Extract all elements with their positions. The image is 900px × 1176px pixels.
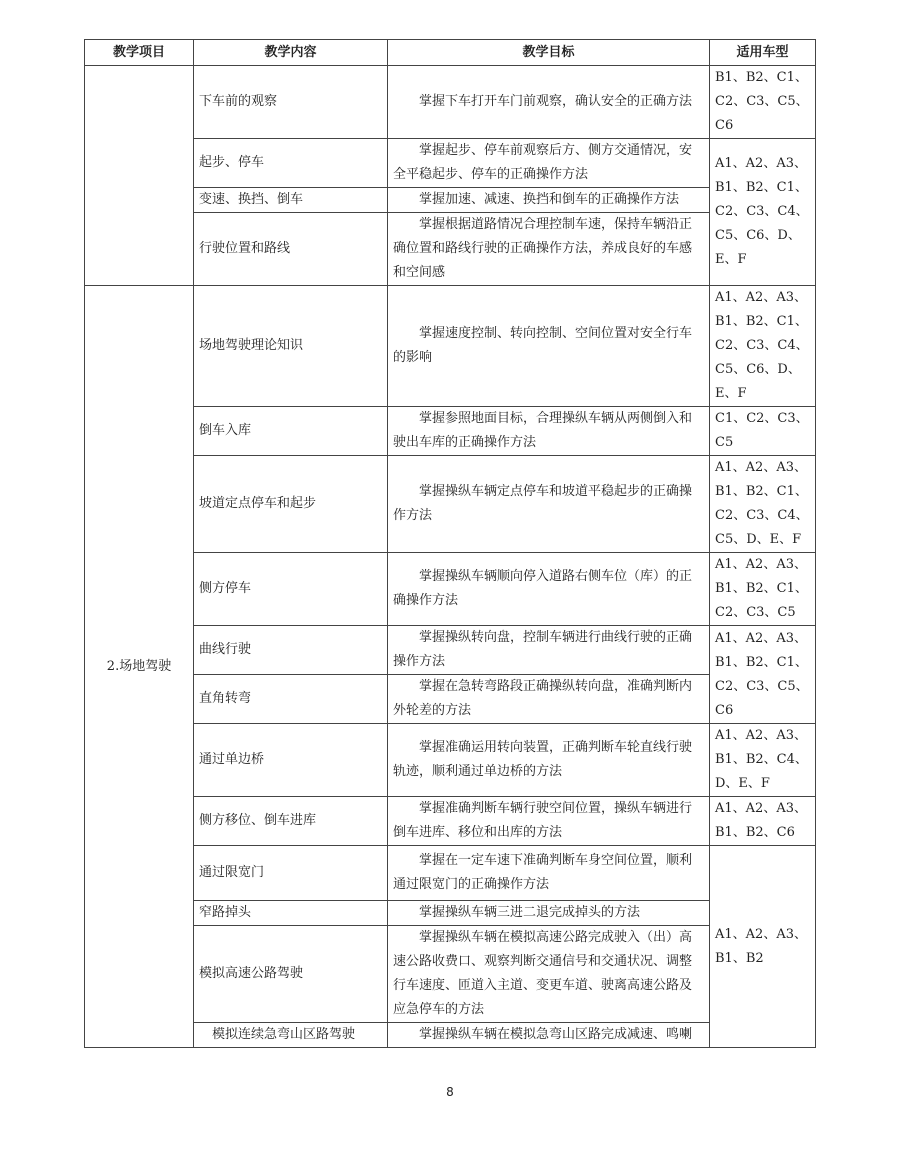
header-content: 教学内容: [194, 40, 388, 66]
goal-cell: [388, 456, 710, 553]
vehicles-cell: A1、A2、A3、B1、B2、C1、C2、C3、C4、C5、D、E、F: [710, 456, 816, 553]
vehicles-cell: A1、A2、A3、B1、B2、C1、C2、C3、C5: [710, 553, 816, 626]
vehicles-cell: A1、A2、A3、B1、B2、C1、C2、C3、C4、C5、C6、D、E、F: [710, 286, 816, 407]
table-row: [85, 213, 816, 286]
table-row: [85, 675, 816, 724]
goal-text: 掌握在急转弯路段正确操纵转向盘，准确判断内外轮差的方法: [393, 679, 693, 718]
table-row: [85, 66, 816, 139]
goal-text: 掌握参照地面目标，合理操纵车辆从两侧倒入和驶出车库的正确操作方法: [393, 411, 693, 450]
content-cell: 曲线行驶: [194, 626, 388, 675]
header-project: 教学项目: [85, 40, 194, 66]
content-cell: 变速、换挡、倒车: [194, 188, 388, 213]
syllabus-table: [84, 39, 816, 1048]
goal-cell: [388, 926, 710, 1023]
goal-text: 掌握准确判断车辆行驶空间位置，操纵车辆进行倒车进库、移位和出库的方法: [393, 801, 693, 840]
goal-cell: [388, 188, 710, 213]
goal-text: 掌握根据道路情况合理控制车速，保持车辆沿正确位置和路线行驶的正确操作方法，养成良好的车感和空间感: [393, 217, 693, 280]
content-cell: 行驶位置和路线: [194, 213, 388, 286]
content-cell: 模拟高速公路驾驶: [194, 926, 388, 1023]
table-row: [85, 797, 816, 846]
table-row: [85, 188, 816, 213]
goal-text: 掌握下车打开车门前观察，确认安全的正确方法: [419, 94, 693, 109]
goal-text: 掌握操纵车辆顺向停入道路右侧车位（库）的正确操作方法: [393, 569, 693, 608]
table-row: [85, 926, 816, 1023]
content-cell: 坡道定点停车和起步: [194, 456, 388, 553]
table-header-row: [85, 40, 816, 66]
content-cell: 侧方移位、倒车进库: [194, 797, 388, 846]
table-row: [85, 139, 816, 188]
goal-cell: [388, 213, 710, 286]
header-vehicles: 适用车型: [710, 40, 816, 66]
content-cell: 窄路掉头: [194, 901, 388, 926]
content-cell: 直角转弯: [194, 675, 388, 724]
vehicles-cell: A1、A2、A3、B1、B2、C4、D、E、F: [710, 724, 816, 797]
table-row: [85, 1023, 816, 1048]
vehicles-cell-shared: A1、A2、A3、B1、B2、C1、C2、C3、C4、C5、C6、D、E、F: [710, 139, 816, 286]
header-goal: 教学目标: [388, 40, 710, 66]
content-cell: 下车前的观察: [194, 66, 388, 139]
goal-cell: [388, 626, 710, 675]
vehicles-cell: B1、B2、C1、C2、C3、C5、C6: [710, 66, 816, 139]
goal-cell: [388, 139, 710, 188]
content-cell: 倒车入库: [194, 407, 388, 456]
goal-cell: [388, 724, 710, 797]
goal-text: 掌握准确运用转向装置，正确判断车轮直线行驶轨迹，顺利通过单边桥的方法: [393, 740, 693, 779]
table-row: [85, 456, 816, 553]
content-cell: 侧方停车: [194, 553, 388, 626]
goal-cell: [388, 675, 710, 724]
table-row: [85, 626, 816, 675]
table-row: [85, 286, 816, 407]
vehicles-cell-shared: A1、A2、A3、B1、B2、C1、C2、C3、C5、C6: [710, 626, 816, 724]
goal-text: 掌握操纵车辆三进二退完成掉头的方法: [419, 905, 641, 920]
content-cell: 模拟连续急弯山区路驾驶: [194, 1023, 388, 1048]
content-cell: 起步、停车: [194, 139, 388, 188]
goal-text: 掌握速度控制、转向控制、空间位置对安全行车的影响: [393, 326, 693, 365]
content-cell: 场地驾驶理论知识: [194, 286, 388, 407]
project-cell-group1: [85, 66, 194, 286]
goal-text: 掌握在一定车速下准确判断车身空间位置，顺利通过限宽门的正确操作方法: [393, 853, 693, 892]
goal-cell: [388, 286, 710, 407]
goal-cell: [388, 407, 710, 456]
page-number: 8: [446, 1085, 454, 1099]
table-row: [85, 724, 816, 797]
table-row: [85, 846, 816, 901]
vehicles-cell: A1、A2、A3、B1、B2、C6: [710, 797, 816, 846]
goal-cell: [388, 901, 710, 926]
project-cell-group2: 2.场地驾驶: [85, 286, 194, 1048]
table-row: [85, 553, 816, 626]
goal-cell: [388, 553, 710, 626]
goal-cell: [388, 797, 710, 846]
vehicles-cell: C1、C2、C3、C5: [710, 407, 816, 456]
goal-cell: [388, 846, 710, 901]
content-cell: 通过单边桥: [194, 724, 388, 797]
table-row: [85, 901, 816, 926]
table-row: [85, 407, 816, 456]
vehicles-cell-shared: A1、A2、A3、B1、B2: [710, 846, 816, 1048]
goal-text: 掌握操纵车辆在模拟高速公路完成驶入（出）高速公路收费口、观察判断交通信号和交通状况、调整行车速度、匝道入主道、变更车道、驶离高速公路及应急停车的方法: [393, 930, 693, 1017]
goal-text: 掌握操纵车辆在模拟急弯山区路完成减速、鸣喇: [419, 1027, 693, 1042]
goal-cell: [388, 1023, 710, 1048]
goal-text: 掌握起步、停车前观察后方、侧方交通情况，安全平稳起步、停车的正确操作方法: [393, 143, 693, 182]
goal-text: 掌握操纵车辆定点停车和坡道平稳起步的正确操作方法: [393, 484, 693, 523]
goal-cell: [388, 66, 710, 139]
goal-text: 掌握加速、减速、换挡和倒车的正确操作方法: [419, 192, 680, 207]
content-cell: 通过限宽门: [194, 846, 388, 901]
goal-text: 掌握操纵转向盘，控制车辆进行曲线行驶的正确操作方法: [393, 630, 693, 669]
